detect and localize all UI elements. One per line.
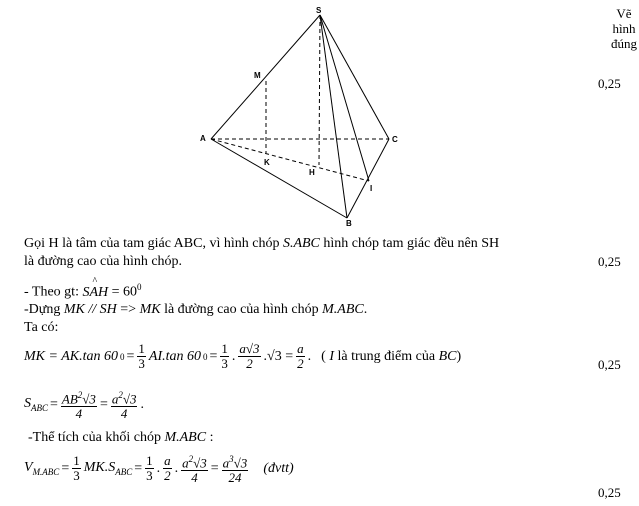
score-1: 0,25 — [598, 76, 621, 91]
intro-line2: là đường cao của hình chóp. — [24, 254, 183, 269]
frac-num: $a^3√3$ — [222, 454, 248, 471]
intro-text-b: hình chóp tam giác đều nên SH — [319, 236, 500, 251]
given-prefix: - Theo gt: — [24, 284, 83, 300]
construct-mk: MK // SH — [63, 302, 117, 317]
frac-num: 1 — [138, 341, 145, 356]
frac-den: 4 — [75, 406, 83, 422]
mk-lhs: MK = AK.tan 60 — [24, 348, 118, 364]
edge-SH — [319, 15, 320, 165]
v-lhs-sub: M.ABC — [32, 467, 60, 478]
label-B: B — [346, 219, 352, 228]
score-4: 0,25 — [598, 485, 621, 500]
volume-title — [28, 430, 213, 446]
mk-frac-a-sqrt3 — [238, 342, 260, 371]
volume-colon: : — [206, 430, 214, 445]
frac-den: 2 — [297, 356, 304, 371]
frac-num: 1 — [146, 453, 153, 469]
edge-SA — [211, 15, 320, 139]
frac-num: $AB^2√3$ — [61, 390, 96, 407]
mk-note-a: ( — [321, 348, 330, 364]
mk-deg-2: 0 — [203, 351, 208, 362]
mk-note-b: là trung điểm của — [333, 348, 439, 364]
s-frac-1 — [61, 388, 97, 421]
mk-note-c: ) — [456, 348, 462, 364]
frac-den: 3 — [146, 468, 153, 484]
side-note-line3: đúng — [611, 36, 637, 51]
frac-den: 4 — [120, 406, 128, 422]
intro-sabc: S.ABC — [282, 236, 320, 251]
given-deg: 0 — [137, 282, 142, 292]
edge-SI — [320, 15, 369, 181]
v-lhs — [24, 460, 59, 477]
edge-BC — [347, 139, 389, 218]
mk-frac-a-2 — [296, 342, 305, 371]
frac-den: 2 — [164, 468, 171, 484]
frac-num: a√3 — [239, 341, 260, 356]
score-3: 0,25 — [598, 357, 621, 372]
v-mid-sub: ABC — [115, 467, 133, 478]
mk-frac-1-3 — [137, 342, 146, 371]
label-A: A — [200, 134, 206, 143]
given-angle-text: SAH — [82, 284, 109, 300]
mk-note — [321, 349, 461, 365]
we-have: Ta có: — [24, 320, 59, 335]
v-frac-a3 — [222, 452, 249, 485]
mk-eq-2: = — [209, 348, 218, 364]
edge-SB — [320, 15, 347, 218]
frac-den: 2 — [246, 356, 253, 371]
frac-num: $a^2√3$ — [111, 390, 137, 407]
s-frac-2 — [111, 388, 138, 421]
v-frac-a-2 — [163, 454, 172, 483]
mk-ai: AI.tan 60 — [148, 348, 201, 364]
frac-num: $a^2√3$ — [182, 454, 207, 471]
v-frac-1-3b — [145, 454, 154, 483]
volume-mabc: M.ABC — [164, 430, 207, 445]
given-eq: = 60 — [108, 284, 138, 300]
mk-frac-1-3b — [220, 342, 229, 371]
mk-note-i: I — [329, 348, 334, 364]
mk-note-bc: BC — [438, 348, 457, 364]
frac-den: 3 — [73, 468, 80, 484]
label-H: H — [309, 168, 315, 177]
frac-den: 3 — [221, 356, 228, 371]
mk-sqrt3: .√3 = — [263, 348, 294, 364]
construct-prefix: -Dựng — [24, 302, 64, 317]
v-frac-a2 — [181, 452, 208, 485]
s-lhs-s: S — [24, 396, 31, 412]
edge-SC — [320, 15, 389, 139]
side-note — [611, 6, 637, 51]
v-frac-1-3 — [72, 454, 81, 483]
s-lhs — [24, 396, 48, 413]
edge-AI — [211, 139, 369, 181]
label-S: S — [316, 6, 322, 15]
construct-mk2: MK — [139, 302, 161, 317]
label-K: K — [264, 158, 270, 167]
construct-arrow: => — [116, 302, 140, 317]
pyramid-figure — [190, 0, 410, 228]
side-note-line2: hình — [612, 21, 636, 36]
intro-text-a: Gọi H là tâm của tam giác ABC, vì hình chóp — [24, 236, 283, 251]
frac-num: 1 — [73, 453, 80, 469]
v-mid — [84, 460, 133, 477]
label-I: I — [370, 184, 373, 193]
area-formula: $S_{ABC}$ = $\frac{AB^2√3}{4}$ = $\frac{a^2√3}{4}$ . — [24, 390, 144, 422]
construct-mid: là đường cao của hình chóp — [160, 302, 323, 317]
mk-eq: = — [126, 348, 135, 364]
frac-num: 1 — [221, 341, 228, 356]
label-M: M — [254, 71, 261, 80]
side-note-line1: Vẽ — [616, 6, 632, 21]
label-C: C — [392, 135, 398, 144]
given-line — [24, 275, 142, 301]
v-lhs-v: V — [24, 460, 33, 476]
frac-den: 4 — [191, 470, 198, 486]
volume-title-text: -Thể tích của khối chóp — [28, 430, 165, 445]
frac-den: 3 — [138, 356, 145, 371]
mk-formula: MK = AK.tan 60 0 = $\frac{1}{3}$ AI.tan 60 0 = $\frac{1}{3}$ . $\frac{a√3}{2}$ .√3 = $\frac{a}{2}$ . ( I là trung điểm của BC) — [24, 341, 462, 371]
construct-line — [24, 302, 367, 318]
given-angle: ^ SAH — [82, 275, 109, 300]
mk-deg-1: 0 — [119, 351, 125, 362]
construct-end: . — [363, 302, 368, 317]
edge-AB — [211, 139, 347, 218]
score-2: 0,25 — [598, 254, 621, 269]
v-unit: (đvtt) — [263, 460, 294, 476]
intro-line1 — [24, 236, 499, 252]
v-mid-text: MK.S — [83, 460, 116, 476]
s-lhs-sub: ABC — [31, 403, 48, 414]
frac-den: 24 — [228, 470, 242, 486]
frac-num: a — [297, 341, 304, 356]
volume-formula: $V_{M.ABC}$ = $\frac{1}{3}$ $MK.S_{ABC}$ = $\frac{1}{3}$ . $\frac{a}{2}$ . $\frac{a^2√3}{4}$ = $\frac{a^3√3}{24}$ (đvtt) — [24, 453, 294, 486]
frac-num: a — [164, 453, 171, 469]
construct-mabc: M.ABC — [322, 302, 364, 317]
